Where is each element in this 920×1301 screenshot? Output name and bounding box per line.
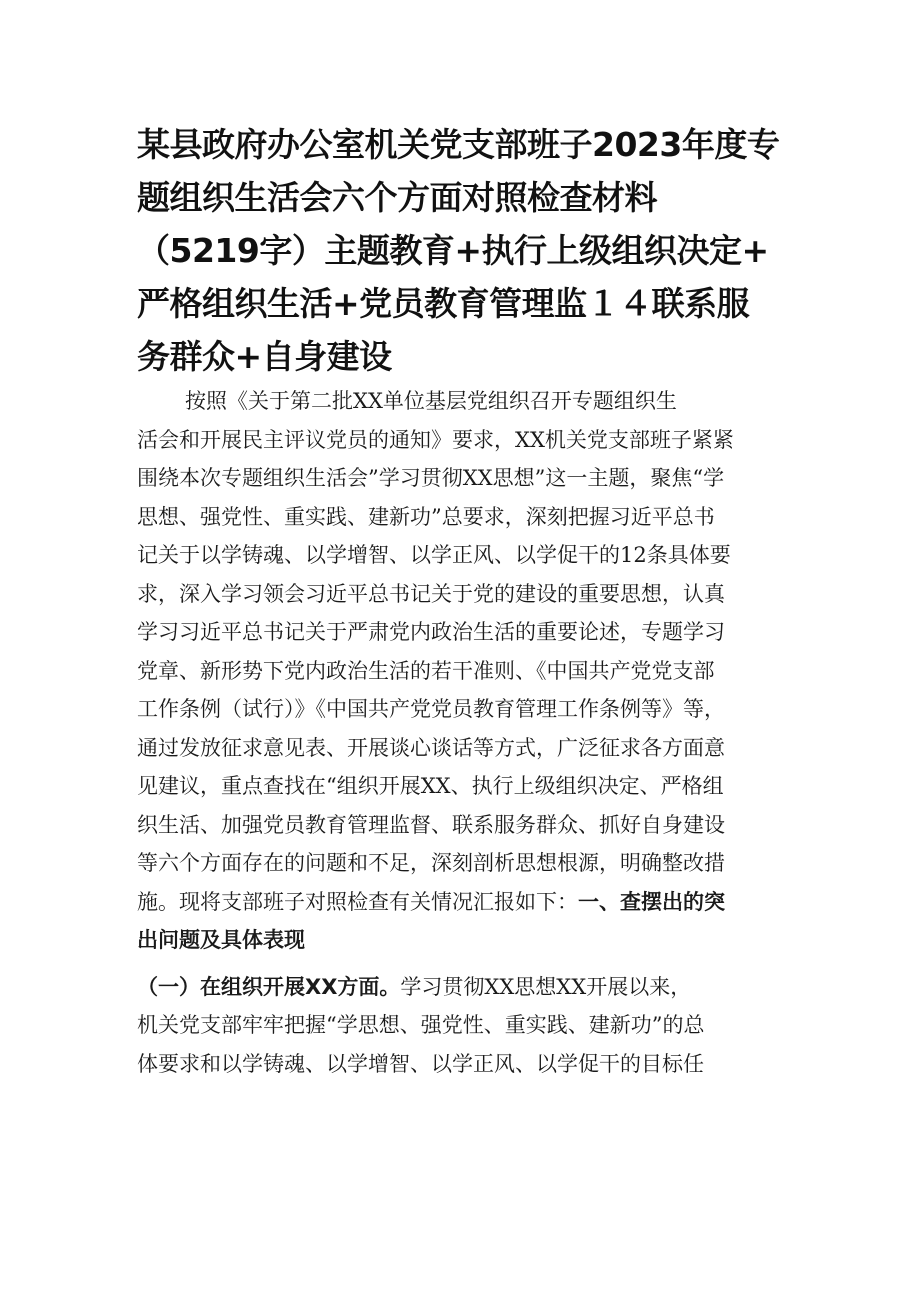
paragraph-line: 体要求和以学铸魂、以学增智、以学正风、以学促干的目标任 xyxy=(137,1051,704,1076)
title-line: 某县政府办公室机关党支部班子2023年度专 xyxy=(137,125,780,164)
subsection-heading: （一）在组织开展XX方面。 xyxy=(137,974,401,999)
section-paragraph xyxy=(137,968,797,1084)
document-body xyxy=(137,382,797,1083)
paragraph-line: 党章、新形势下党内政治生活的若干准则、《中国共产党党支部 xyxy=(137,658,715,683)
paragraph-line: 围绕本次专题组织生活会”学习贯彻XX思想”这一主题，聚焦“学 xyxy=(137,466,725,490)
paragraph-line: 求，深入学习领会习近平总书记关于党的建设的重要思想，认真 xyxy=(137,581,725,606)
title-line: 务群众+自身建设 xyxy=(137,337,392,376)
section-heading-continued: 出问题及具体表现 xyxy=(137,928,305,952)
paragraph-text: 学习贯彻XX思想XX开展以来， xyxy=(400,974,692,999)
title-line: （5219字）主题教育+执行上级组织决定+ xyxy=(137,231,769,270)
title-line: 题组织生活会六个方面对照检查材料 xyxy=(137,178,657,217)
paragraph-line: 工作条例（试行）》《中国共产党党员教育管理工作条例等》等， xyxy=(137,697,725,721)
paragraph-line xyxy=(137,883,797,922)
title-line: 严格组织生活+党员教育管理监１４联系服 xyxy=(137,284,750,323)
paragraph-line xyxy=(137,968,797,1007)
paragraph-line: 活会和开展民主评议党员的通知》要求，XX机关党支部班子紧紧 xyxy=(137,427,734,452)
paragraph-line: 等六个方面存在的问题和不足，深刻剖析思想根源，明确整改措 xyxy=(137,851,725,875)
section-heading: 一、查摆出的突 xyxy=(578,889,725,914)
paragraph-line: 机关党支部牢牢把握“学思想、强党性、重实践、建新功”的总 xyxy=(137,1013,705,1037)
paragraph-line: 通过发放征求意见表、开展谈心谈话等方式，广泛征求各方面意 xyxy=(137,735,725,760)
paragraph-line: 思想、强党性、重实践、建新功”总要求，深刻把握习近平总书 xyxy=(137,504,715,529)
paragraph-text: 施。现将支部班子对照检查有关情况汇报如下： xyxy=(137,889,578,914)
intro-paragraph xyxy=(137,382,797,960)
document-title xyxy=(137,118,797,383)
paragraph-line: 见建议，重点查找在“组织开展XX、执行上级组织决定、严格组 xyxy=(137,774,724,798)
paragraph-line: 织生活、加强党员教育管理监督、联系服务群众、抓好自身建设 xyxy=(137,812,725,837)
paragraph-line: 按照《关于第二批XX单位基层党组织召开专题组织生 xyxy=(185,389,677,413)
paragraph-line: 学习习近平总书记关于严肃党内政治生活的重要论述，专题学习 xyxy=(137,620,725,644)
paragraph-line: 记关于以学铸魂、以学增智、以学正风、以学促干的12条具体要 xyxy=(137,543,731,567)
